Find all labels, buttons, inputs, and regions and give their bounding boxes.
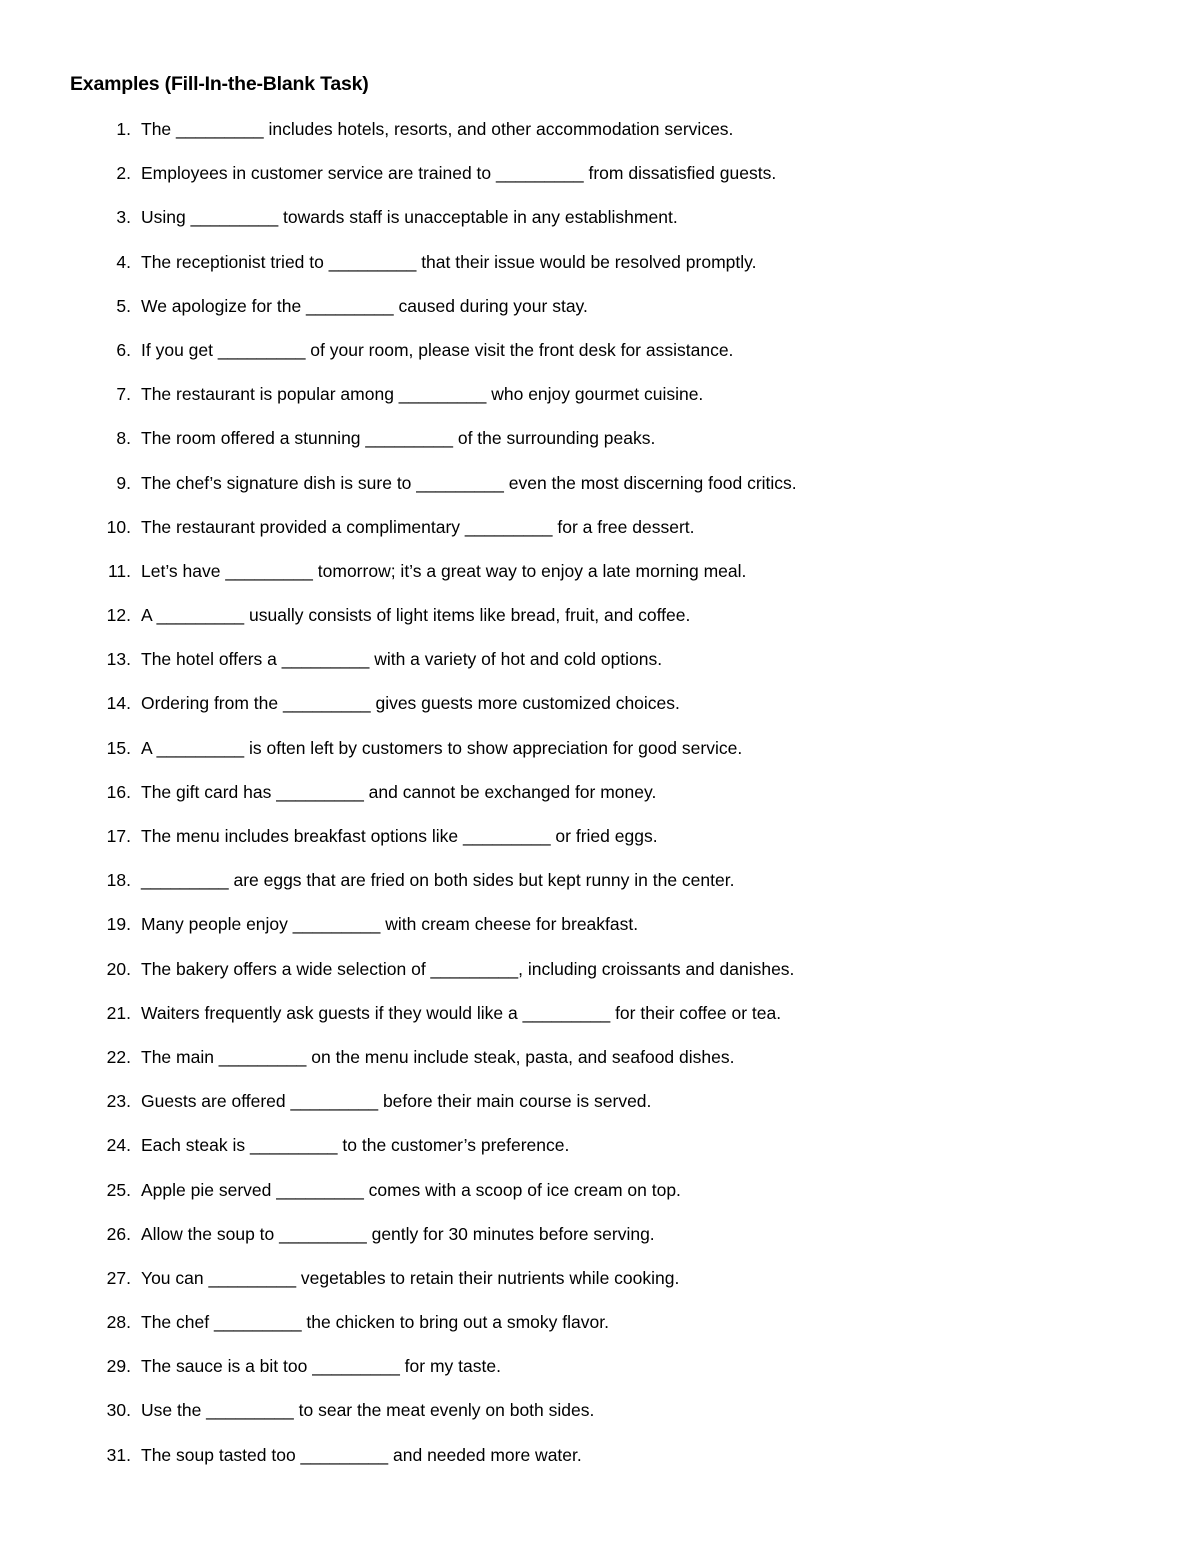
question-number: 3. (116, 207, 131, 228)
question-text: Allow the soup to _________ gently for 30 minutes before serving. (141, 1223, 655, 1244)
question-number: 9. (116, 472, 131, 493)
question-text: The _________ includes hotels, resorts, and other accommodation services. (141, 119, 734, 139)
question-number: 18. (106, 870, 131, 891)
question-item (0, 601, 1200, 645)
question-item (0, 424, 1200, 468)
question-number: 1. (116, 119, 131, 139)
question-item (0, 1043, 1200, 1087)
question-number: 12. (106, 605, 131, 626)
question-text: Let’s have _________ tomorrow; it’s a great way to enjoy a late morning meal. (141, 560, 747, 581)
question-number: 5. (116, 295, 131, 316)
question-text: Use the _________ to sear the meat evenly on both sides. (141, 1400, 595, 1421)
question-number: 19. (106, 914, 131, 935)
question-number: 23. (106, 1091, 131, 1112)
question-number: 22. (106, 1046, 131, 1067)
question-number: 17. (106, 826, 131, 846)
question-text: You can _________ vegetables to retain their nutrients while cooking. (141, 1267, 680, 1288)
question-number: 14. (106, 693, 131, 714)
question-item (0, 1264, 1200, 1308)
question-text: Employees in customer service are trained to _________ from dissatisfied guests. (141, 163, 777, 184)
question-text: The chef’s signature dish is sure to _________ even the most discerning food critics. (141, 472, 797, 493)
question-item (0, 910, 1200, 954)
question-text: The soup tasted too _________ and needed more water. (141, 1444, 582, 1465)
question-item (0, 1131, 1200, 1175)
question-number: 15. (106, 737, 131, 758)
question-number: 10. (106, 516, 131, 537)
question-text: The hotel offers a _________ with a variety of hot and cold options. (141, 649, 663, 670)
question-number: 11. (107, 560, 131, 581)
question-item (0, 999, 1200, 1043)
question-item (0, 1352, 1200, 1396)
question-item (0, 778, 1200, 822)
question-item (0, 1441, 1200, 1485)
question-item (0, 159, 1200, 203)
question-text: Many people enjoy _________ with cream cheese for breakfast. (141, 914, 639, 935)
question-item (0, 380, 1200, 424)
question-item (0, 1396, 1200, 1440)
question-text: The gift card has _________ and cannot be exchanged for money. (141, 781, 657, 802)
question-number: 6. (116, 339, 131, 360)
question-number: 2. (116, 163, 131, 184)
question-number: 26. (106, 1223, 131, 1244)
question-text: A _________ is often left by customers to show appreciation for good service. (141, 737, 743, 758)
question-number: 29. (106, 1356, 131, 1377)
question-number: 31. (106, 1444, 131, 1465)
question-text: _________ are eggs that are fried on both sides but kept runny in the center. (141, 870, 735, 891)
question-text: If you get _________ of your room, please visit the front desk for assistance. (141, 339, 734, 360)
question-text: The main _________ on the menu include steak, pasta, and seafood dishes. (141, 1046, 735, 1067)
question-number: 24. (106, 1135, 131, 1156)
question-text: Apple pie served _________ comes with a scoop of ice cream on top. (141, 1179, 681, 1200)
question-number: 30. (106, 1400, 131, 1421)
question-text: The sauce is a bit too _________ for my taste. (141, 1356, 501, 1377)
question-text: Waiters frequently ask guests if they would like a _________ for their coffee or tea. (141, 1002, 782, 1023)
question-item (0, 955, 1200, 999)
question-text: Using _________ towards staff is unacceptable in any establishment. (141, 207, 678, 228)
question-text: Each steak is _________ to the customer’s preference. (141, 1135, 570, 1156)
question-number: 21. (106, 1002, 131, 1023)
question-item (0, 734, 1200, 778)
question-item (0, 513, 1200, 557)
question-item (0, 557, 1200, 601)
question-item (0, 1176, 1200, 1220)
question-number: 7. (116, 384, 131, 405)
question-item (0, 248, 1200, 292)
document-title: Examples (Fill-In-the-Blank Task) (70, 73, 369, 95)
question-text: The room offered a stunning _________ of the surrounding peaks. (141, 428, 656, 449)
question-text: Guests are offered _________ before their main course is served. (141, 1091, 652, 1112)
question-item (0, 1220, 1200, 1264)
question-item (0, 203, 1200, 247)
question-text: A _________ usually consists of light items like bread, fruit, and coffee. (141, 605, 691, 626)
question-text: The receptionist tried to _________ that their issue would be resolved promptly. (141, 251, 757, 272)
question-text: The chef _________ the chicken to bring out a smoky flavor. (141, 1312, 609, 1333)
question-text: The restaurant is popular among _________ who enjoy gourmet cuisine. (141, 384, 704, 405)
question-item (0, 866, 1200, 910)
question-number: 16. (106, 781, 131, 802)
question-number: 8. (116, 428, 131, 449)
question-item (0, 336, 1200, 380)
question-item (0, 1087, 1200, 1131)
question-number: 13. (106, 649, 131, 670)
question-item (0, 645, 1200, 689)
question-item (0, 115, 1200, 159)
question-text: The restaurant provided a complimentary _________ for a free dessert. (141, 516, 695, 537)
question-item (0, 1308, 1200, 1352)
question-list (0, 115, 1200, 1485)
question-text: We apologize for the _________ caused during your stay. (141, 295, 588, 316)
question-item (0, 822, 1200, 866)
question-item (0, 689, 1200, 733)
question-number: 28. (106, 1312, 131, 1333)
question-text: Ordering from the _________ gives guests more customized choices. (141, 693, 680, 714)
question-number: 27. (106, 1267, 131, 1288)
question-text: The menu includes breakfast options like _________ or fried eggs. (141, 826, 658, 846)
question-item (0, 292, 1200, 336)
question-number: 4. (116, 251, 131, 272)
question-text: The bakery offers a wide selection of _________, including croissants and danishes. (141, 958, 795, 979)
question-number: 25. (106, 1179, 131, 1200)
question-item (0, 469, 1200, 513)
question-number: 20. (106, 958, 131, 979)
